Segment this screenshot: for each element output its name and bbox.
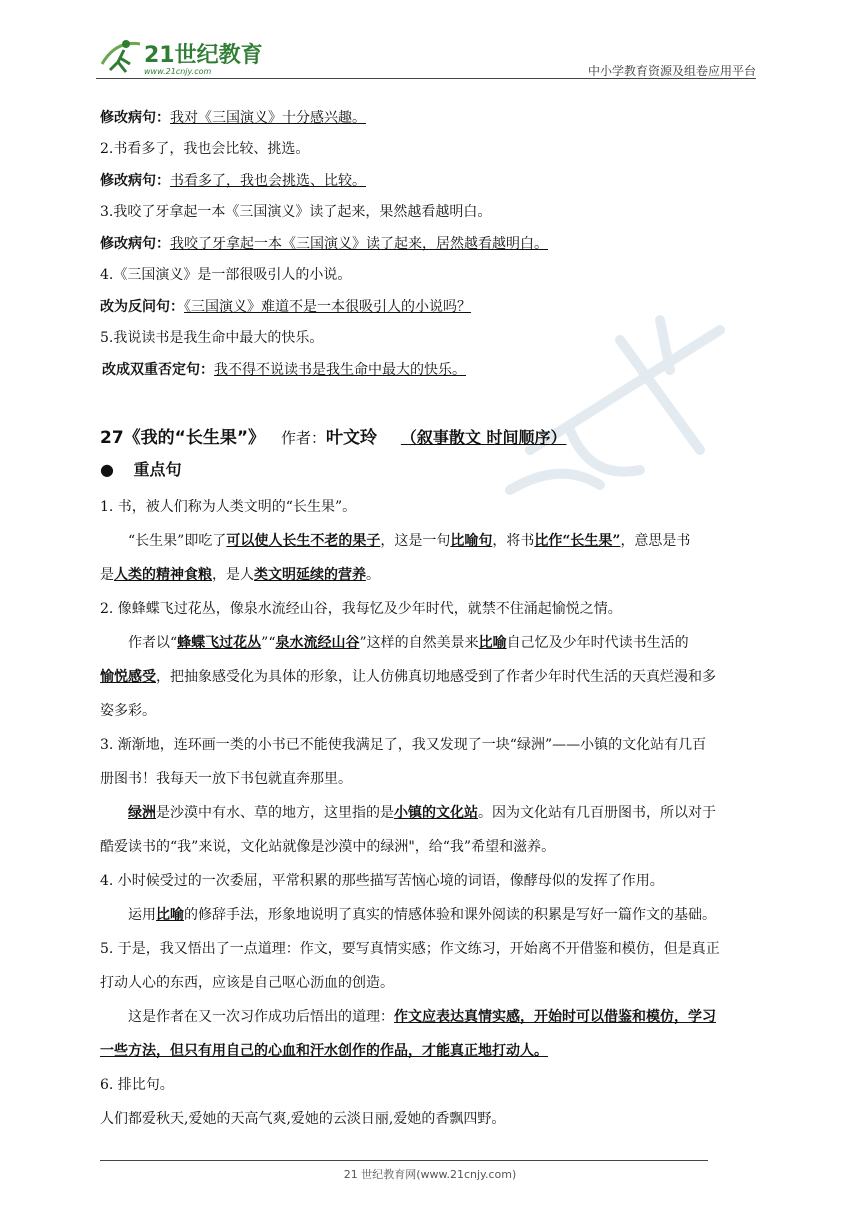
sentence-4: 4. 小时候受过的一次委屈，平常积累的那些描写苦恼心境的词语，像酵母似的发挥了作用。 <box>100 873 664 889</box>
svg-text:www.21cnjy.com: www.21cnjy.com <box>144 67 212 76</box>
analysis-4: 运用比喻的修辞手法，形象地说明了真实的情感体验和课外阅读的积累是写好一篇作文的基础。 <box>128 907 716 923</box>
sentence-5-line-1: 5. 于是，我又悟出了一点道理：作文，要写真情实感；作文练习，开始离不开借鉴和模仿，但是真正 <box>100 941 720 957</box>
analysis-1-line-2: 是人类的精神食粮，是人类文明延续的营养。 <box>100 567 380 583</box>
header-divider <box>96 78 756 79</box>
sentence-6-heading: 6. 排比句。 <box>100 1077 174 1093</box>
exercise-line-4: 4.《三国演义》是一部很吸引人的小说。 <box>100 267 352 283</box>
svg-text:21世纪教育: 21世纪教育 <box>144 43 263 68</box>
sentence-1: 1. 书，被人们称为人类文明的“长生果”。 <box>100 499 357 515</box>
analysis-1-line-1: “长生果”即吃了可以使人长生不老的果子，这是一句比喻句，将书比作“长生果”，意思是书 <box>128 533 691 549</box>
double-negative-line: 改成双重否定句：我不得不说读书是我生命中最大的快乐。 <box>102 362 466 378</box>
exercise-line-2: 2.书看多了，我也会比较、挑选。 <box>100 141 310 157</box>
platform-tagline: 中小学教育资源及组卷应用平台 <box>587 64 756 78</box>
bullet-icon: ● <box>100 460 114 479</box>
analysis-2-line-2: 愉悦感受，把抽象感受化为具体的形象，让人仿佛真切地感受到了作者少年时代生活的天真烂漫和多 <box>100 669 716 685</box>
key-sentences-heading: ● 重点句 <box>100 460 182 479</box>
footer-text: 21 世纪教育网(www.21cnjy.com) <box>343 1168 517 1181</box>
revision-line-2: 修改病句：书看多了，我也会挑选、比较。 <box>100 173 366 189</box>
revision-line-3: 修改病句：我咬了牙拿起一本《三国演义》读了起来，居然越看越明白。 <box>100 236 548 252</box>
sentence-3-line-2: 册图书！我每天一放下书包就直奔那里。 <box>100 771 352 787</box>
rhetorical-line: 改为反问句：《三国演义》难道不是一本很吸引人的小说吗？ <box>100 299 471 315</box>
analysis-5-line-2: 一些方法，但只有用自己的心血和汗水创作的作品，才能真正地打动人。 <box>100 1043 548 1059</box>
sentence-6-example: 人们都爱秋天,爱她的天高气爽,爱她的云淡日丽,爱她的香飘四野。 <box>100 1111 506 1127</box>
exercise-line-5: 5.我说读书是我生命中最大的快乐。 <box>100 330 324 346</box>
analysis-2-line-3: 姿多彩。 <box>100 703 156 719</box>
analysis-3-line-1: 绿洲是沙漠中有水、草的地方，这里指的是小镇的文化站。因为文化站有几百册图书，所以对于 <box>128 805 716 821</box>
analysis-5-line-1: 这是作者在又一次习作成功后悟出的道理：作文应表达真情实感，开始时可以借鉴和模仿，学习 <box>128 1009 716 1025</box>
analysis-3-line-2: 酷爱读书的“我”来说，文化站就像是沙漠中的绿洲"，给“我”希望和滋养。 <box>100 839 556 855</box>
analysis-2-line-1: 作者以“蜂蝶飞过花丛”“泉水流经山谷”这样的自然美景来比喻自己忆及少年时代读书生活的 <box>128 635 689 651</box>
footer-divider <box>100 1160 708 1161</box>
revision-line-1: 修改病句：我对《三国演义》十分感兴趣。 <box>100 110 366 126</box>
sentence-2: 2. 像蜂蝶飞过花丛，像泉水流经山谷，我每忆及少年时代，就禁不住涌起愉悦之情。 <box>100 601 622 617</box>
site-logo <box>96 34 266 78</box>
watermark-graphic <box>470 300 770 500</box>
lesson-title: 27《我的“长生果”》 作者：叶文玲 （叙事散文 时间顺序） <box>100 428 567 448</box>
sentence-5-line-2: 打动人心的东西，应该是自己呕心沥血的创造。 <box>100 975 394 991</box>
sentence-3-line-1: 3. 渐渐地，连环画一类的小书已不能使我满足了，我又发现了一块“绿洲”——小镇的文化站有几百 <box>100 737 707 753</box>
exercise-line-3: 3.我咬了牙拿起一本《三国演义》读了起来，果然越看越明白。 <box>100 204 492 220</box>
